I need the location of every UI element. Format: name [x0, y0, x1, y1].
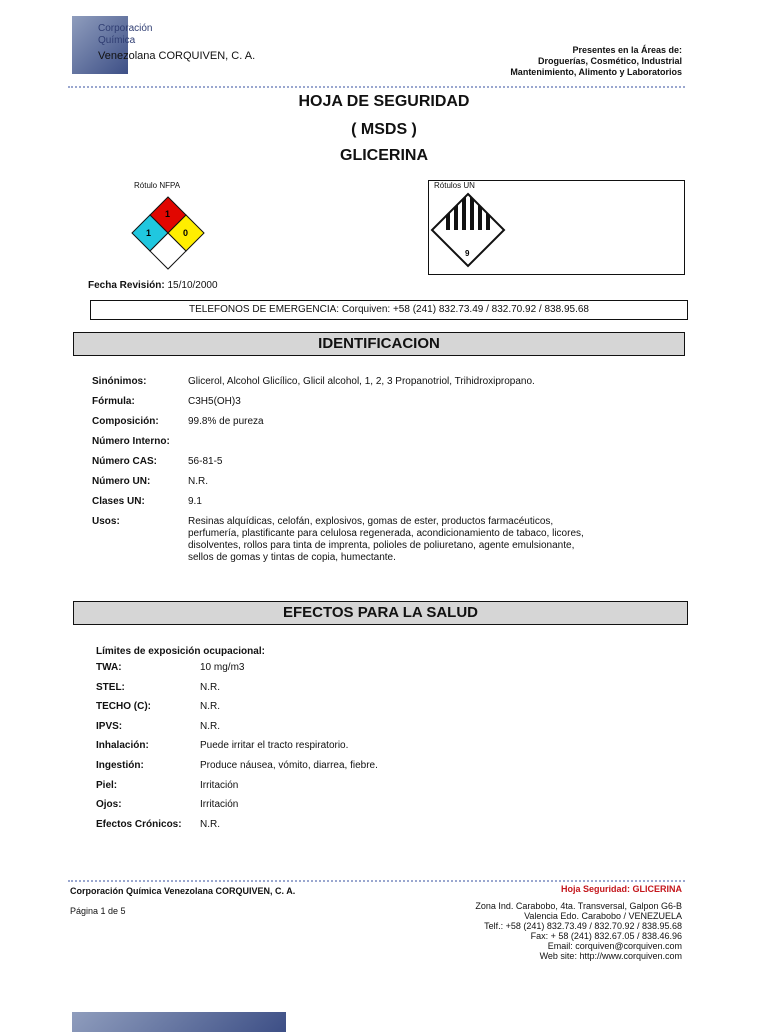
ident-row: Fórmula: C3H5(OH)3 [92, 396, 241, 407]
section-efectos: EFECTOS PARA LA SALUD [73, 601, 688, 625]
footer-page-number: Página 1 de 5 [70, 906, 126, 916]
logo-line-2: Química [98, 35, 136, 46]
emergency-phone-box: TELEFONOS DE EMERGENCIA: Corquiven: +58 (241) 832.73.49 / 832.70.92 / 838.95.68 [90, 300, 688, 320]
revision-label: Fecha Revisión: [88, 280, 165, 291]
efectos-row: Efectos Crónicos: N.R. [96, 818, 220, 830]
nfpa-fire-value: 1 [165, 209, 171, 219]
title-line-2: ( MSDS ) [351, 121, 417, 138]
header-right-line-2: Droguerías, Cosmético, Industrial [537, 56, 682, 66]
revision-value: 15/10/2000 [167, 280, 218, 291]
footer-right-block [475, 884, 682, 961]
title-line-3: GLICERINA [340, 147, 428, 164]
revision-line [88, 280, 218, 292]
header-right-text [510, 45, 682, 78]
footer-address-line-2: Valencia Edo. Carabobo / VENEZUELA [524, 911, 682, 921]
ident-row: Clases UN: 9.1 [92, 496, 202, 507]
footer-sheet-title: Hoja Seguridad: GLICERINA [560, 884, 682, 894]
identificacion-list [92, 376, 692, 578]
footer-divider [68, 880, 685, 882]
footer-address-line-5: Email: corquiven@corquiven.com [547, 941, 682, 951]
efectos-row: STEL: N.R. [96, 681, 220, 693]
logo-line-1: Corporación [98, 23, 153, 34]
efectos-row: Ojos: Irritación [96, 799, 239, 811]
exposure-limits-title: Límites de exposición ocupacional: [96, 646, 265, 657]
ident-row: Número UN: N.R. [92, 476, 208, 487]
next-page-logo-fragment [72, 1012, 286, 1032]
un-label: Rótulos UN [434, 181, 475, 190]
nfpa-health-value: 1 [146, 228, 152, 238]
efectos-row: TWA: 10 mg/m3 [96, 662, 245, 673]
footer-company-name: Corporación Química Venezolana CORQUIVEN, C. A. [70, 886, 296, 896]
footer-address-line-6: Web site: http://www.corquiven.com [539, 951, 682, 961]
efectos-row: Ingestión: Produce náusea, vómito, diarrea, fiebre. [96, 759, 378, 771]
un-class-number: 9 [465, 249, 470, 258]
nfpa-reactivity-value: 0 [183, 228, 189, 238]
nfpa-diamond [130, 195, 206, 271]
efectos-list [96, 662, 656, 838]
ident-row: Número Interno: [92, 436, 170, 447]
ident-row: Usos: Resinas alquídicas, celofán, explosivos, gomas de ester, productos farmacéuticos, perfumería, plastificante para celulosa regenerada, acondicionamiento de tabaco, licores, disolventes, rollos para tinta de imprenta, polioles de poliuretano, agente emulsionante, sellos de gomas y tintas de copia, humectante. [92, 516, 584, 563]
header-right-line-3: Mantenimiento, Alimento y Laboratorios [510, 67, 682, 77]
header-right-line-1: Presentes en la Áreas de: [572, 45, 682, 55]
logo-line-3: Venezolana CORQUIVEN, C. A. [98, 50, 256, 62]
efectos-row: TECHO (C): N.R. [96, 701, 220, 713]
efectos-row: IPVS: N.R. [96, 720, 220, 732]
section-identificacion: IDENTIFICACION [73, 332, 685, 356]
efectos-row: Piel: Irritación [96, 779, 239, 791]
footer-address-line-4: Fax: + 58 (241) 832.67.05 / 838.46.96 [530, 931, 682, 941]
ident-row: Número CAS: 56-81-5 [92, 456, 223, 467]
footer-address-line-3: Telf.: +58 (241) 832.73.49 / 832.70.92 / 838.95.68 [484, 921, 682, 931]
un-class-9-icon [430, 192, 506, 268]
header-divider [68, 86, 685, 88]
footer-address-line-1: Zona Ind. Carabobo, 4ta. Transversal, Galpon G6-B [475, 901, 682, 911]
nfpa-label: Rótulo NFPA [134, 181, 181, 190]
ident-row: Composición: 99.8% de pureza [92, 416, 264, 427]
title-line-1: HOJA DE SEGURIDAD [298, 93, 470, 110]
company-logo [72, 16, 286, 74]
ident-row: Sinónimos: Glicerol, Alcohol Glicílico, Glicil alcohol, 1, 2, 3 Propanotriol, Trihidroxipropano. [92, 376, 535, 387]
efectos-row: Inhalación: Puede irritar el tracto respiratorio. [96, 740, 349, 752]
